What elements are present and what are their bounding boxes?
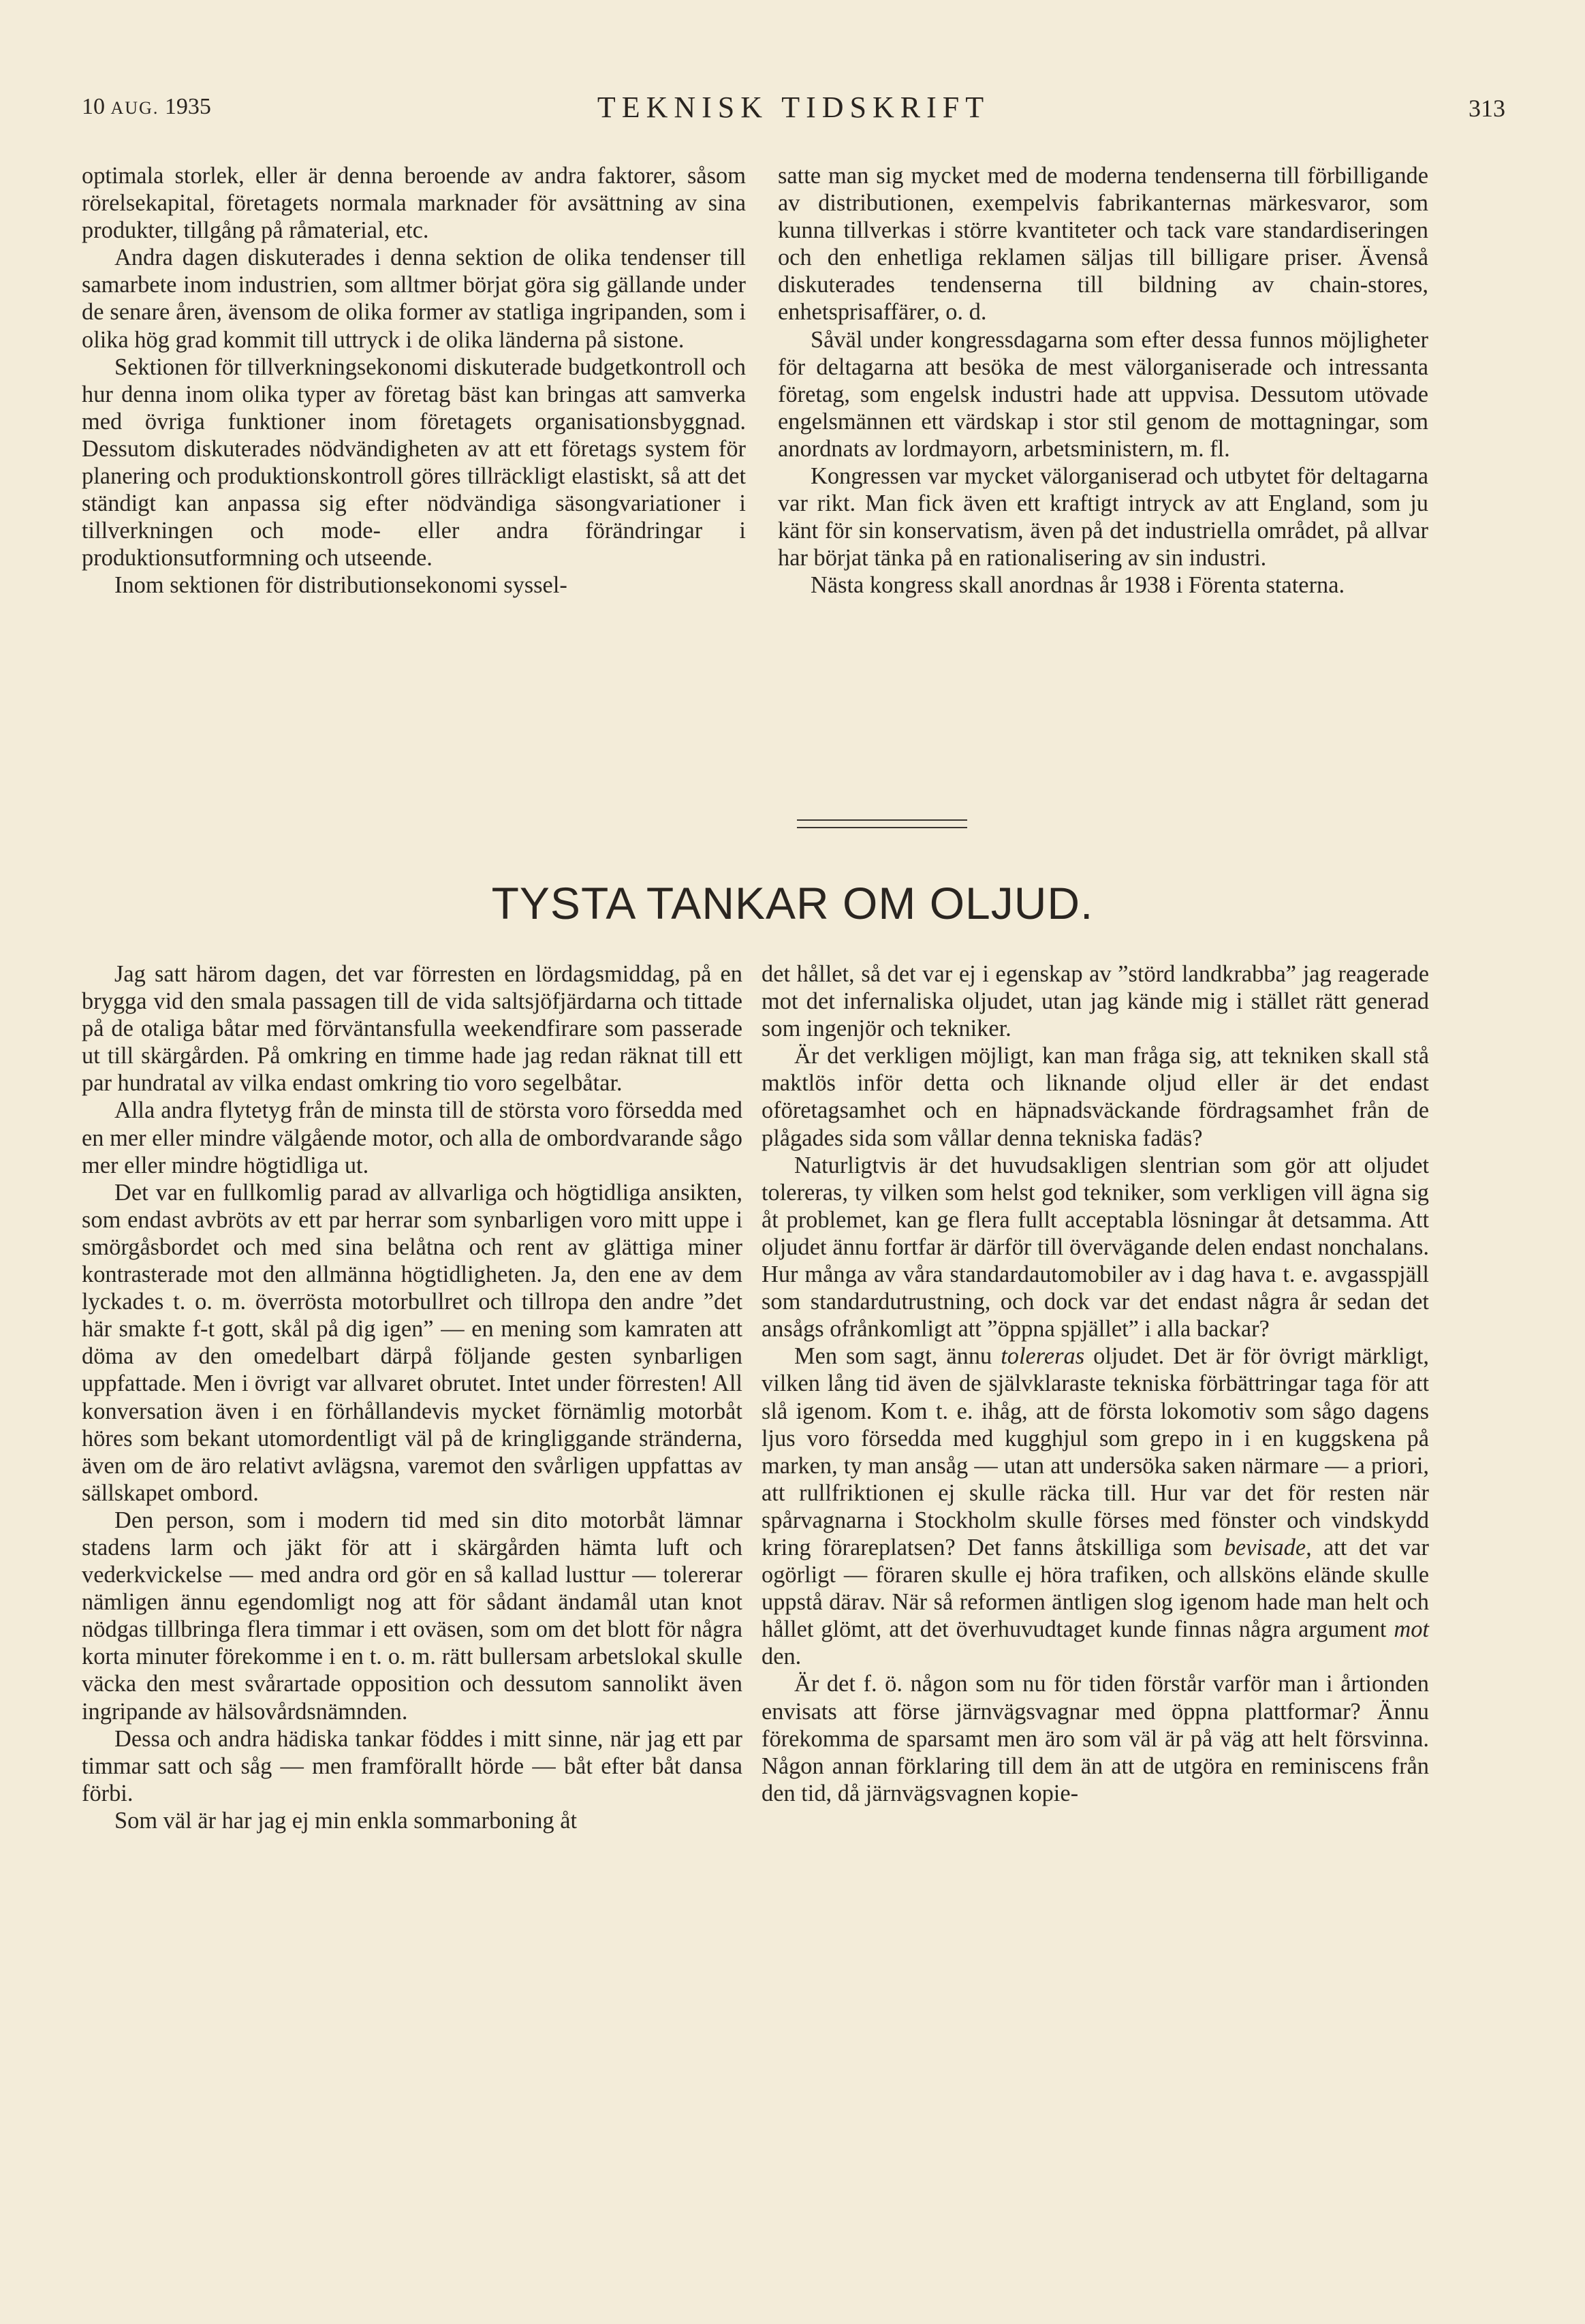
paragraph: Nästa kongress skall anordnas år 1938 i Förenta staterna. [811,572,1345,599]
text-run: oljudet. Det är för övrigt märkligt, vilken lång tid även de självklaraste tekniska förbättringar taga för att slå igenom. Kom t. e. ihåg, att de första lokomotiv som sågo dagens ljus voro försedda med kugghjul som grepo in i en kuggskena på marken, ty man ansåg — utan att undersöka saken närmare — a priori, att rullfriktionen ej skulle räcka till. Hur var det för resten när spårvagnarna i Stockholm skulle förses med fönster och vindskydd kring förareplatsen? Det fanns åtskilliga som [762,1343,1429,1560]
paragraph [762,1342,1429,1670]
text-run: Men som sagt, ännu [794,1343,992,1370]
paragraph: Naturligtvis är det huvudsakligen slentrian som gör att oljudet tolereras, ty vilken som helst god tekniker, som verkligen vill ägna sig åt problemet, kan ge flera fullt acceptabla lösningar åt detsamma. Att oljudet ännu fortfar är därför till övervägande delen endast nonchalans. Hur många av våra standardautomobiler av i dag hava t. e. avgasspjäll som standardutrustning, och dock var det endast några år sedan det ansågs ofrånkomligt att ”öppna spjället” i alla backar? [762,1152,1429,1342]
paragraph: Inom sektionen för distributionsekonomi syssel- [114,572,567,599]
issue-year: 1935 [164,94,211,119]
emphasis: mot [1394,1616,1429,1643]
page-number: 313 [1469,95,1505,122]
paragraph: Det var en fullkomlig parad av allvarliga och högtidliga ansikten, som endast avbröts av ett par herrar som synbarligen voro mitt uppe i smörgåsbordet och med sina belåtna och rent av glättiga miner kontrasterade mot den allmänna högtidligheten. Ja, den ene av dem lyckades t. o. m. överrösta motorbullret och tillropa den andre ”det här smakte f-t gott, skål på dig igen” — en mening som kamraten att döma av den omedelbart därpå följande gesten synbarligen uppfattade. Men i övrigt var allvaret obrutet. Intet under förresten! All konversation även i en förhållandevis mycket förnämlig motorbåt höres som bekant utomordentligt väl på de kringliggande stränderna, även om de äro relativt avlägsna, varemot den svårligen uppfattas av sällskapet ombord. [82,1179,742,1506]
paragraph: Jag satt härom dagen, det var förresten en lördagsmiddag, på en brygga vid den smala passagen till de vida saltsjöfjärdarna och tittade på de otaliga båtar med förväntansfulla weekendfirare som passerade ut till skärgården. På omkring en timme hade jag redan räknat till ett par hundratal av vilka endast omkring tio voro segelbåtar. [82,961,742,1097]
paragraph: Andra dagen diskuterades i denna sektion de olika tendenser till samarbete inom industrien, som alltmer börjat göra sig gällande under de senare åren, ävensom de olika former av statliga ingripanden, som i olika hög grad kommit till uttryck i de olika länderna på sistone. [82,245,746,353]
paragraph: det hållet, så det var ej i egenskap av ”störd landkrabba” jag reagerade mot det infernaliska oljudet, utan jag kände mig i stället rätt generad som ingenjör och tekniker. [762,961,1429,1042]
column-top-right [778,162,1428,599]
paragraph: Som väl är har jag ej min enkla sommarboning åt [114,1807,578,1834]
paragraph: Såväl under kongressdagarna som efter dessa funnos möjligheter för deltagarna att besöka de mest välorganiserade och intressanta företag, som engelsk industri hade att uppvisa. Dessutom utövade engelsmännen ett värdskap i stor stil genom de mottagningar, som anordnats av lordmayorn, arbetsministern, m. fl. [778,326,1428,462]
emphasis: bevisade, [1223,1534,1312,1560]
paragraph: Är det f. ö. någon som nu för tiden förstår varför man i årtionden envisats att förse järnvägsvagnar med öppna plattformar? Ännu förekomma de sparsamt men äro som väl är på väg att helt försvinna. Någon annan förklaring till dem än att de utgöra en reminiscens från den tid, då järnvägsvagnen kopie- [762,1671,1429,1806]
paragraph: Sektionen för tillverkningsekonomi diskuterade budgetkontroll och hur denna inom olika typer av företag bäst kan bringas att samverka med övriga funktioner inom företagets organisationsbyggnad. Dessutom diskuterades nödvändigheten av att ett företags system för planering och produktionskontroll göres tillräckligt elastiskt, så att det ständigt kan anpassa sig efter nödvändiga säsongvariationer i tillverkningen och mode- eller andra förändringar i produktionsutformning och utseende. [82,354,746,571]
page-header [82,90,1505,131]
issue-month: AUG. [110,98,159,118]
issue-day: 10 [82,94,105,119]
paragraph: optimala storlek, eller är denna beroende av andra faktorer, såsom rörelsekapital, företagets normala marknader för avsättning av sina produkter, tillgång på råmaterial, etc. [82,163,746,244]
column-bottom-left [82,960,742,1834]
paragraph: Den person, som i modern tid med sin dito motorbåt lämnar stadens larm och jäkt för att i skärgården hämta luft och vederkvickelse — med andra ord gör en så kallad lusttur — tolererar nämligen ännu egendomligt nog att för sådant ändamål utan knot nödgas tillbringa flera timmar i ett oväsen, som om det blott för några korta minuter förekomme i en t. o. m. rätt bullersam arbetslokal skulle väcka den mest svårartade opposition och dessutom sannolikt även ingripande av hälsovårdsnämnden. [82,1507,742,1725]
column-top-left [82,162,746,599]
paragraph: Kongressen var mycket välorganiserad och utbytet för deltagarna var rikt. Man fick även ett kraftigt intryck av att England, som ju känt för sin konservatism, även på det industriella området, på allvar har börjat tänka på en rationalisering av sin industri. [778,463,1428,571]
article-title: TYSTA TANKAR OM OLJUD. [491,878,1094,928]
column-bottom-right [762,960,1429,1807]
journal-title: TEKNISK TIDSKRIFT [597,91,990,124]
text-run: att det var ogörligt — föraren skulle ej höra trafiken, och allsköns elände skulle uppstå därav. När så reformen äntligen slog igenom hade man helt och hållet glömt, att det överhuvudtaget kunde finnas några argument [762,1534,1429,1643]
section-divider [797,819,967,828]
paragraph: Är det verkligen möjligt, kan man fråga sig, att tekniken skall stå maktlös inför detta och liknande oljud eller är det endast oföretagsamhet och en häpnadsväckande fördragsamhet från de plågades sida som vållar denna tekniska fadäs? [762,1043,1429,1151]
text-run: den. [762,1644,802,1670]
paragraph: Alla andra flytetyg från de minsta till de största voro försedda med en mer eller mindre välgående motor, och alla de ombordvarande sågo mer eller mindre högtidliga ut. [82,1097,742,1178]
paragraph: satte man sig mycket med de moderna tendenserna till förbilligande av distributionen, exempelvis fabrikanternas märkesvaror, som kunna tillverkas i större kvantiteter och tack vare standardiseringen och den enhetliga reklamen säljas till billigare priser. Ävenså diskuterades tendenserna till bildning av chain-stores, enhetsprisaffärer, o. d. [778,163,1428,326]
paragraph: Dessa och andra hädiska tankar föddes i mitt sinne, när jag ett par timmar satt och såg — men framförallt hörde — båt efter båt dansa förbi. [82,1725,742,1806]
emphasis: tolereras [1001,1343,1085,1370]
